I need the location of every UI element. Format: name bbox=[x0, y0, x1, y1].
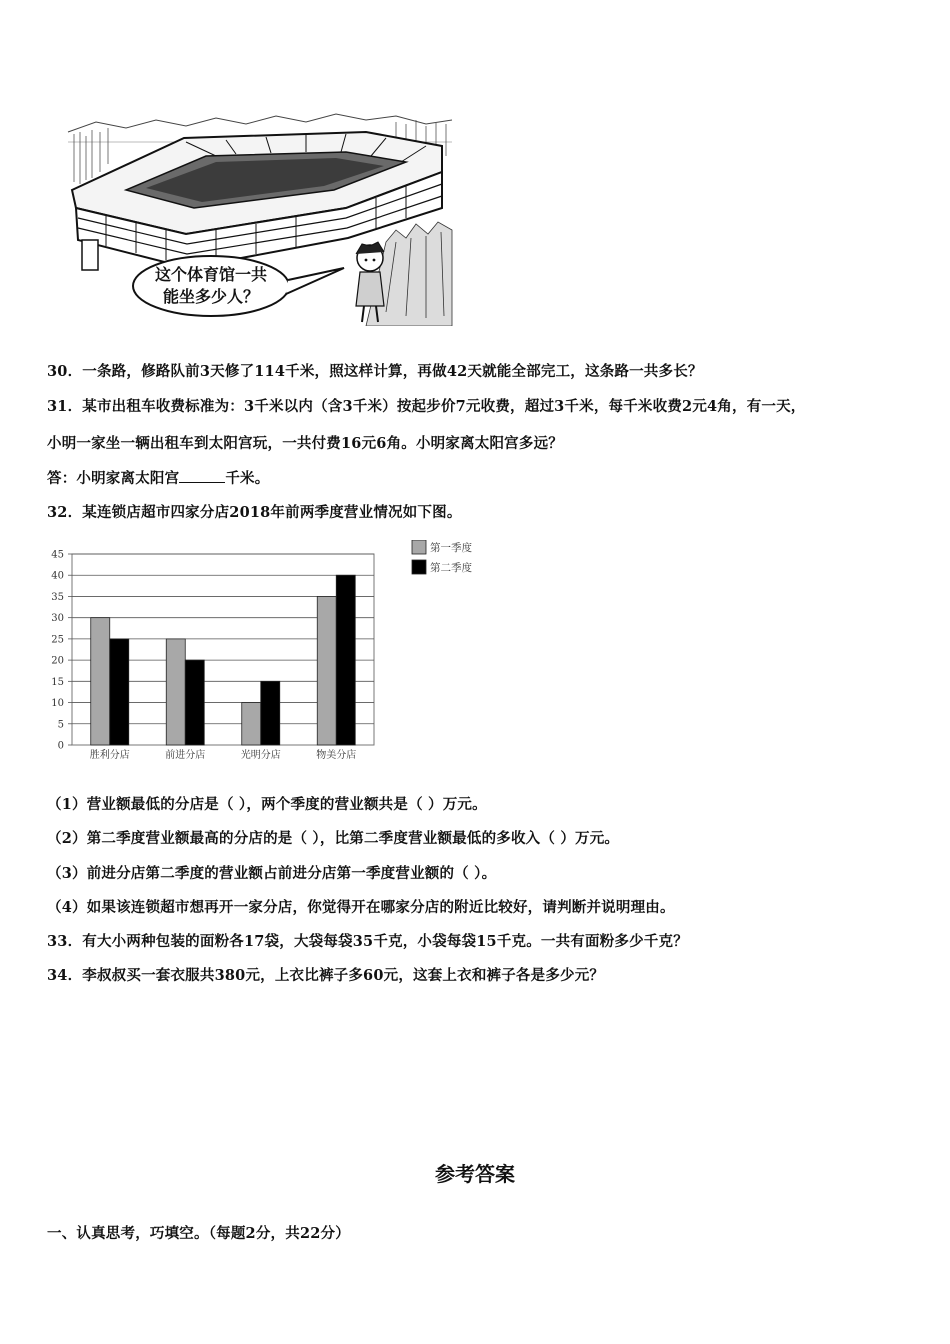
question-31-line2: 小明一家坐一辆出租车到太阳宫玩，一共付费16元6角。小明家离太阳宫多远？ bbox=[47, 435, 563, 452]
question-30: 30．一条路，修路队前3天修了114千米，照这样计算，再做42天就能全部完工，这条路一共多长？ bbox=[47, 363, 703, 380]
y-tick-label: 25 bbox=[51, 634, 64, 646]
question-32: 32．某连锁店超市四家分店2018年前两季度营业情况如下图。 bbox=[47, 504, 462, 521]
question-32-4: （4）如果该连锁超市想再开一家分店，你觉得开在哪家分店的附近比较好，请判断并说明理由。 bbox=[47, 899, 675, 916]
x-tick-label: 前进分店 bbox=[165, 750, 206, 761]
bar bbox=[166, 639, 185, 745]
question-34: 34．李叔叔买一套衣服共380元，上衣比裤子多60元，这套上衣和裤子各是多少元？ bbox=[47, 967, 605, 984]
question-33: 33．有大小两种包装的面粉各17袋，大袋每袋35千克，小袋每袋15千克。一共有面粉多少千克？ bbox=[47, 933, 688, 950]
answer-suffix: 千米。 bbox=[225, 470, 270, 487]
y-tick-label: 30 bbox=[51, 613, 64, 625]
legend-label: 第二季度 bbox=[430, 562, 472, 574]
bar bbox=[261, 681, 280, 745]
legend-swatch bbox=[412, 540, 426, 554]
answers-title: 参考答案 bbox=[435, 1162, 515, 1186]
answer-blank[interactable] bbox=[179, 468, 225, 483]
x-tick-label: 胜利分店 bbox=[89, 750, 130, 761]
y-tick-label: 45 bbox=[51, 549, 64, 561]
stadium-illustration bbox=[66, 112, 454, 326]
y-tick-label: 35 bbox=[51, 591, 64, 603]
question-32-3: （3）前进分店第二季度的营业额占前进分店第一季度营业额的（ ）。 bbox=[47, 865, 497, 882]
bar bbox=[185, 660, 204, 745]
bar bbox=[110, 639, 129, 745]
bar-chart bbox=[30, 540, 500, 770]
y-tick-label: 15 bbox=[51, 676, 64, 688]
y-tick-label: 0 bbox=[57, 740, 64, 752]
speech-bubble-line2: 能坐多少人？ bbox=[162, 287, 260, 306]
legend-swatch bbox=[412, 560, 426, 574]
y-tick-label: 40 bbox=[51, 570, 64, 582]
x-tick-label: 物美分店 bbox=[316, 750, 357, 761]
bar bbox=[91, 618, 110, 745]
speech-bubble-line1: 这个体育馆一共 bbox=[154, 265, 268, 284]
y-tick-label: 5 bbox=[57, 719, 64, 731]
bar bbox=[336, 575, 355, 745]
question-31-line1: 31．某市出租车收费标准为：3千米以内（含3千米）按起步价7元收费，超过3千米，每千米收费2元4角，有一天， bbox=[47, 398, 806, 415]
bar bbox=[242, 703, 261, 745]
y-tick-label: 20 bbox=[51, 655, 64, 667]
bar-chart-svg bbox=[30, 540, 500, 770]
y-tick-label: 10 bbox=[51, 698, 64, 710]
answers-part1: 一、认真思考，巧填空。（每题2分，共22分） bbox=[47, 1225, 350, 1242]
stadium-drawing bbox=[66, 112, 454, 326]
question-32-2: （2）第二季度营业额最高的分店的是（ ），比第二季度营业额最低的多收入（ ）万元。 bbox=[47, 830, 620, 847]
question-31-answer bbox=[47, 467, 269, 488]
legend-label: 第一季度 bbox=[430, 542, 472, 554]
x-tick-label: 光明分店 bbox=[240, 750, 281, 761]
answer-prefix: 答：小明家离太阳宫 bbox=[47, 470, 180, 487]
bar bbox=[317, 596, 336, 745]
question-32-1: （1）营业额最低的分店是（ ），两个季度的营业额共是（ ）万元。 bbox=[47, 796, 487, 813]
